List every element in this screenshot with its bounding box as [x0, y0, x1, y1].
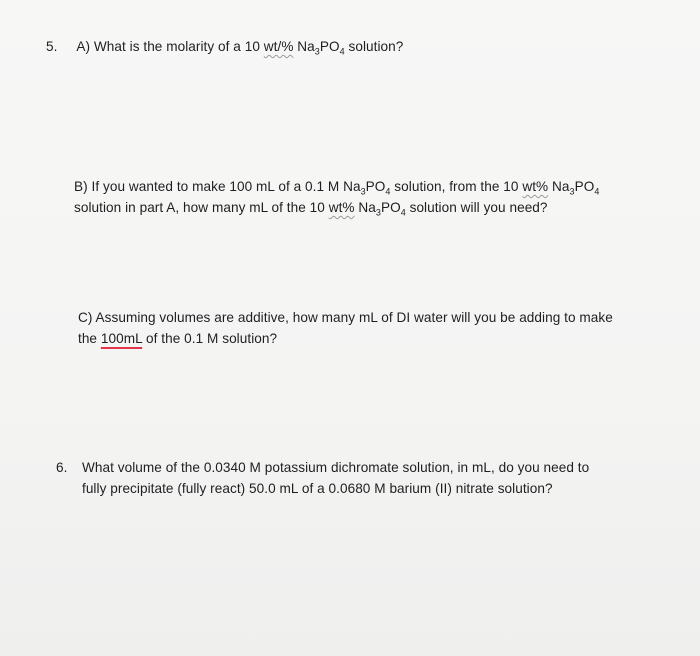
question-5c-line-1: C) Assuming volumes are additive, how many mL of DI water will you be adding to make: [78, 310, 613, 325]
chem-na: Na: [297, 39, 315, 54]
question-5c-marked-term: 100mL: [100, 331, 143, 346]
question-5a-suffix: solution?: [344, 39, 404, 54]
chem-po: PO: [574, 179, 595, 194]
question-5b: [74, 176, 599, 218]
question-5a-prefix: A) What is the molarity of a 10: [76, 39, 264, 54]
question-6-line-1: What volume of the 0.0340 M potassium dichromate solution, in mL, do you need to: [82, 460, 590, 475]
chem-po: PO: [319, 39, 340, 54]
chem-sub-4: 4: [594, 186, 600, 197]
chem-sub-3: 3: [569, 186, 575, 197]
question-6-number: 6.: [56, 460, 68, 475]
question-6: [56, 457, 589, 499]
chem-na: Na: [548, 179, 570, 194]
question-5c-text: the: [78, 331, 101, 346]
question-5b-line-2: [74, 197, 599, 218]
chem-na: Na: [354, 200, 376, 215]
chem-po: PO: [380, 200, 401, 215]
question-5b-line-1: [74, 176, 599, 197]
question-5b-wt: wt%: [328, 200, 355, 215]
question-5b-text: solution in part A, how many mL of the 10: [74, 200, 329, 215]
question-5b-text: solution, from the 10: [390, 179, 523, 194]
chem-sub-3: 3: [375, 207, 381, 218]
question-5-number: 5.: [46, 39, 58, 54]
question-5b-wt: wt%: [522, 179, 549, 194]
chem-po: PO: [365, 179, 386, 194]
question-5a: [46, 36, 403, 57]
question-5c-line-2: [78, 328, 613, 349]
question-5b-text: solution will you need?: [405, 200, 548, 215]
question-5c-text: of the 0.1 M solution?: [142, 331, 278, 346]
chem-sub-4: 4: [385, 186, 391, 197]
question-5b-text: B) If you wanted to make 100 mL of a 0.1 M Na: [74, 179, 361, 194]
chem-sub-3: 3: [360, 186, 366, 197]
question-6-line-2: fully precipitate (fully react) 50.0 mL of a 0.0680 M barium (II) nitrate solution?: [82, 481, 553, 496]
chem-sub-4: 4: [339, 46, 345, 57]
chem-sub-3: 3: [314, 46, 320, 57]
chem-sub-4: 4: [400, 207, 406, 218]
question-5c: [78, 307, 613, 349]
question-5a-wt: wt/%: [263, 39, 294, 54]
